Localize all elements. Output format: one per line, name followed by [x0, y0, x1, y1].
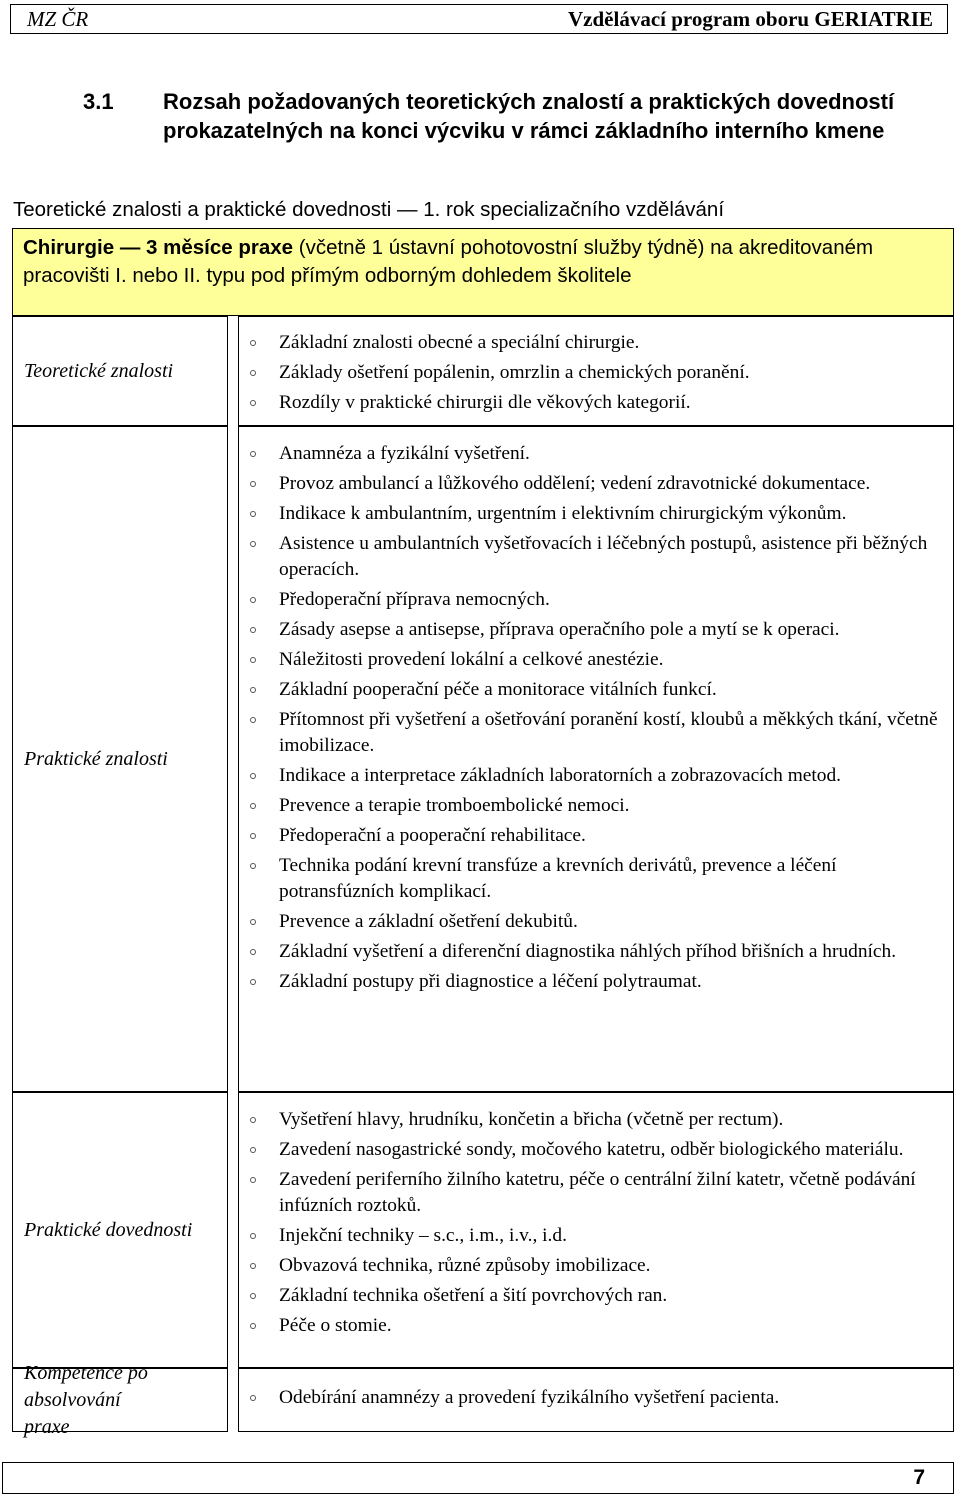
section-title: Rozsah požadovaných teoretických znalostí a praktických dovedností prokazatelných na konci výcviku v rámci základního interního kmene [163, 89, 895, 143]
list-item: Provoz ambulancí a lůžkového oddělení; vedení zdravotnické dokumentace. [239, 471, 953, 497]
item-list [239, 1107, 953, 1339]
list-item: Zásady asepse a antisepse, příprava operačního pole a mytí se k operaci. [239, 617, 953, 643]
row-items [238, 426, 954, 1092]
page-header [10, 4, 948, 34]
table-row [12, 316, 954, 426]
section-heading [83, 87, 903, 145]
list-item: Odebírání anamnézy a provedení fyzikálního vyšetření pacienta. [239, 1385, 953, 1411]
list-item: Přítomnost při vyšetření a ošetřování poranění kostí, kloubů a měkkých tkání, včetně imobilizace. [239, 707, 953, 759]
list-item: Technika podání krevní transfúze a krevních derivátů, prevence a léčení potransfúzních komplikací. [239, 853, 953, 905]
list-item: Předoperační příprava nemocných. [239, 587, 953, 613]
row-items [238, 1368, 954, 1432]
row-label: Praktické znalosti [12, 426, 228, 1092]
list-item: Injekční techniky – s.c., i.m., i.v., i.d. [239, 1223, 953, 1249]
table-row [12, 1361, 954, 1438]
row-items [238, 316, 954, 426]
list-item: Základní znalosti obecné a speciální chirurgie. [239, 330, 953, 356]
list-item: Základní postupy při diagnostice a léčení polytraumat. [239, 969, 953, 995]
table-row [12, 1092, 954, 1368]
subheading: Teoretické znalosti a praktické dovednosti — 1. rok specializačního vzdělávání [13, 198, 725, 221]
table-row [12, 426, 954, 1092]
list-item: Anamnéza a fyzikální vyšetření. [239, 441, 953, 467]
item-list [239, 441, 953, 995]
header-program-title: Vzdělávací program oboru GERIATRIE [568, 6, 933, 31]
list-item: Zavedení periferního žilního katetru, péče o centrální žilní katetr, včetně podávání infúzních roztoků. [239, 1167, 953, 1219]
item-list [239, 330, 953, 416]
list-item: Obvazová technika, různé způsoby imobilizace. [239, 1253, 953, 1279]
page-number: 7 [913, 1466, 925, 1489]
item-list [239, 1385, 953, 1411]
list-item: Prevence a terapie tromboembolické nemoci. [239, 793, 953, 819]
list-item: Péče o stomie. [239, 1313, 953, 1339]
row-label: Praktické dovednosti [12, 1092, 228, 1368]
row-items [238, 1092, 954, 1368]
highlight-box [12, 228, 954, 316]
list-item: Náležitosti provedení lokální a celkové anestézie. [239, 647, 953, 673]
list-item: Indikace a interpretace základních laboratorních a zobrazovacích metod. [239, 763, 953, 789]
list-item: Indikace k ambulantním, urgentním i elektivním chirurgickým výkonům. [239, 501, 953, 527]
list-item: Asistence u ambulantních vyšetřovacích i léčebných postupů, asistence při běžných operacích. [239, 531, 953, 583]
header-ministry: MZ ČR [27, 6, 89, 31]
list-item: Předoperační a pooperační rehabilitace. [239, 823, 953, 849]
list-item: Základní technika ošetření a šití povrchových ran. [239, 1283, 953, 1309]
highlight-bold-text: Chirurgie — 3 měsíce praxe [23, 236, 294, 259]
highlight-rest-text: (včetně 1 ústavní pohotovostní služby týdně) na akreditovaném pracovišti I. nebo II. typu pod přímým odborným dohledem školitele [23, 236, 874, 287]
list-item: Vyšetření hlavy, hrudníku, končetin a břicha (včetně per rectum). [239, 1107, 953, 1133]
list-item: Základní pooperační péče a monitorace vitálních funkcí. [239, 677, 953, 703]
list-item: Prevence a základní ošetření dekubitů. [239, 909, 953, 935]
row-label: Teoretické znalosti [12, 316, 228, 426]
list-item: Základy ošetření popálenin, omrzlin a chemických poranění. [239, 360, 953, 386]
section-number: 3.1 [83, 89, 114, 114]
list-item: Rozdíly v praktické chirurgii dle věkových kategorií. [239, 390, 953, 416]
list-item: Zavedení nasogastrické sondy, močového katetru, odběr biologického materiálu. [239, 1137, 953, 1163]
list-item: Základní vyšetření a diferenční diagnostika náhlých příhod břišních a hrudních. [239, 939, 953, 965]
page-footer [2, 1462, 954, 1494]
row-label: Kompetence po absolvování praxe [12, 1368, 228, 1432]
